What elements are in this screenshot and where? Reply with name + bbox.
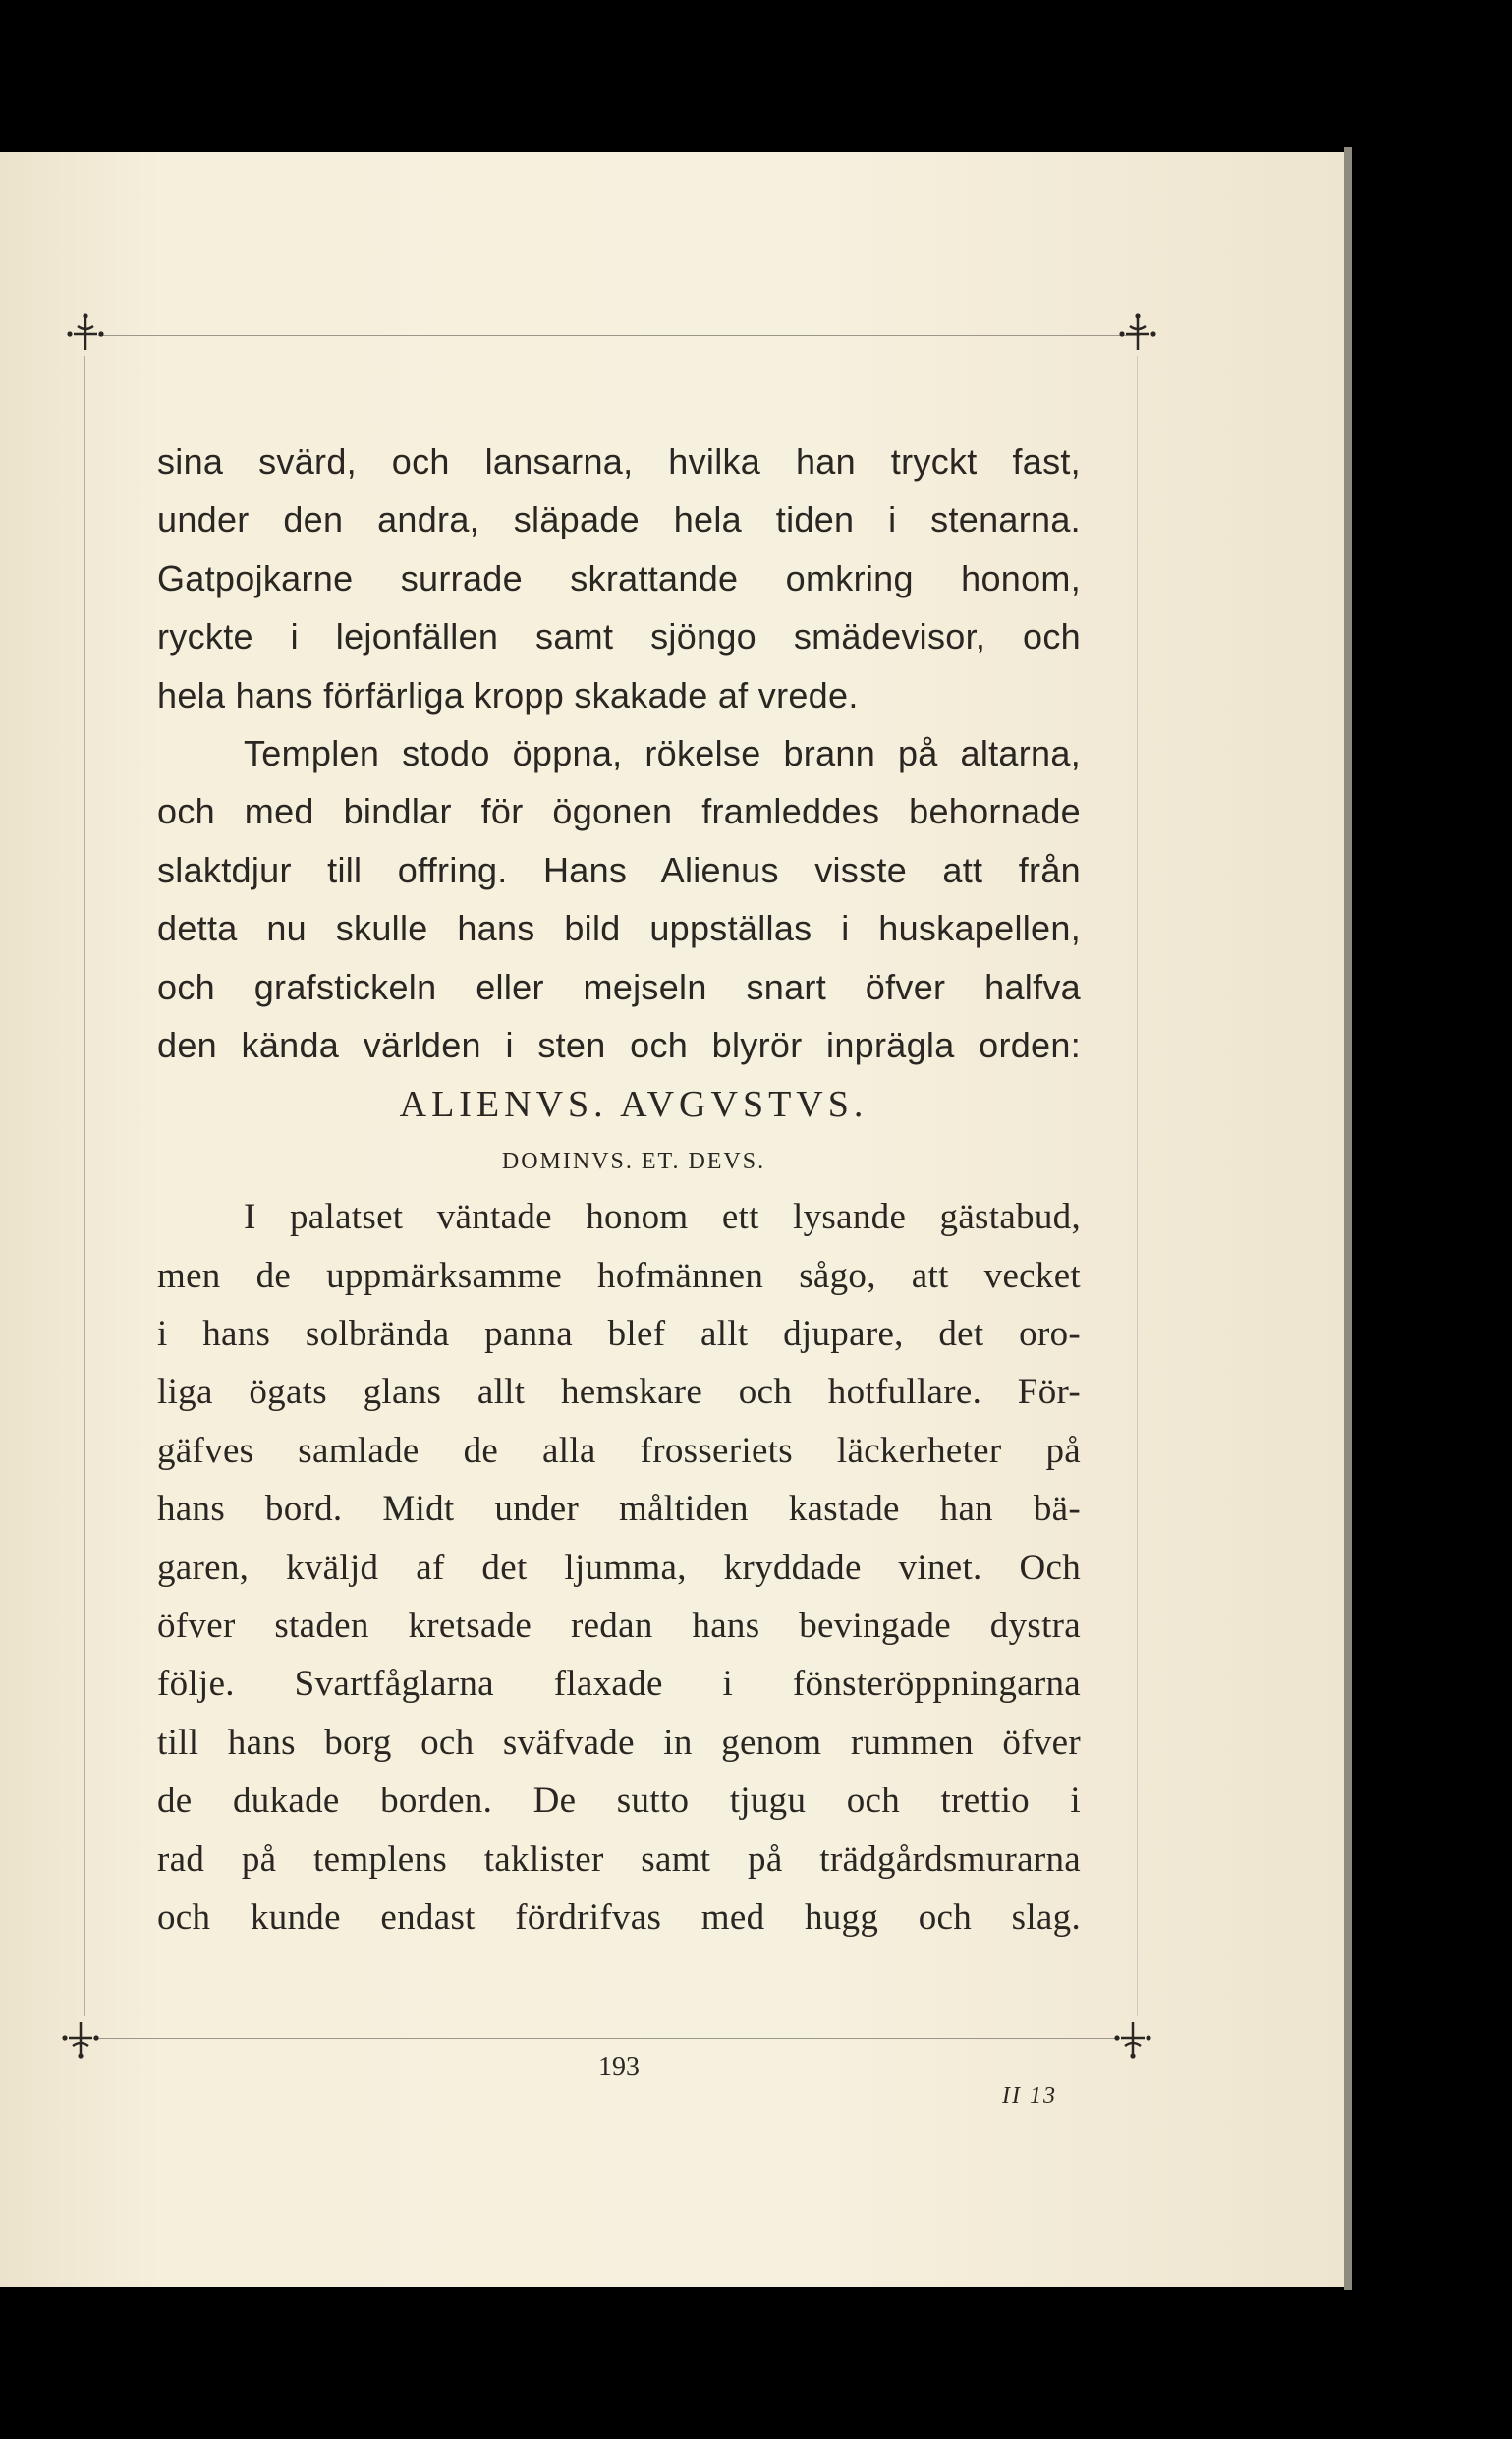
corner-cross-ornament-icon [59,2016,102,2060]
text-line: Gatpojkarne surrade skrattande omkring honom, [157,557,1081,598]
text-line: rad på templens taklister samt på trädgårdsmurarna [157,1839,1081,1880]
text-line: den kända världen i sten och blyrör inprägla orden: [157,1024,1081,1065]
text-line: under den andra, släpade hela tiden i stenarna. [157,499,1081,540]
signature-mark: II 13 [1002,2083,1057,2109]
corner-cross-ornament-icon [64,312,107,356]
facing-page-edge [1344,147,1352,2290]
text-line: och grafstickeln eller mejseln snart öfver halfva [157,966,1081,1007]
text-line: slaktdjur till offring. Hans Alienus visste att från [157,849,1081,890]
page-number: 193 [598,2052,640,2082]
text-line: liga ögats glans allt hemskare och hotfullare. För- [157,1372,1081,1413]
text-line: öfver staden kretsade redan hans bevingade dystra [157,1606,1081,1647]
text-line: sina svärd, och lansarna, hvilka han tryckt fast, [157,441,1081,482]
text-line: i hans solbrända panna blef allt djupare, det oro- [157,1314,1081,1355]
text-line: de dukade borden. De sutto tjugu och trettio i [157,1781,1081,1822]
text-line: hans bord. Midt under måltiden kastade han bä- [157,1489,1081,1530]
right-rule [1137,356,1138,2016]
inscription-title: ALIENVS. AVGVSTVS. [399,1084,868,1126]
text-line: till hans borg och sväfvade in genom rummen öfver [157,1722,1081,1763]
top-rule [98,335,1140,336]
text-line: detta nu skulle hans bild uppställas i huskapellen, [157,908,1081,949]
text-line: gäfves samlade de alla frosseriets läckerheter på [157,1430,1081,1471]
text-line: ryckte i lejonfällen samt sjöngo smädevisor, och [157,616,1081,657]
text-line: Templen stodo öppna, rökelse brann på altarna, [244,732,1081,773]
body-text [157,432,1081,1947]
text-line: och kunde endast fördrifvas med hugg och slag. [157,1897,1081,1938]
corner-cross-ornament-icon [1116,312,1159,356]
text-line: hela hans förfärliga kropp skakade af vrede. [157,674,859,715]
inscription-subtitle: DOMINVS. ET. DEVS. [501,1149,766,1175]
corner-cross-ornament-icon [1111,2016,1154,2060]
text-line: och med bindlar för ögonen framleddes behornade [157,791,1081,832]
text-line: I palatset väntade honom ett lysande gästabud, [244,1197,1081,1238]
text-line: men de uppmärksamme hofmännen sågo, att vecket [157,1255,1081,1296]
bottom-rule [93,2038,1120,2039]
text-line: garen, kväljd af det ljumma, kryddade vinet. Och [157,1547,1081,1588]
text-line: följe. Svartfåglarna flaxade i fönsteröppningarna [157,1664,1081,1705]
left-rule [84,356,85,2016]
